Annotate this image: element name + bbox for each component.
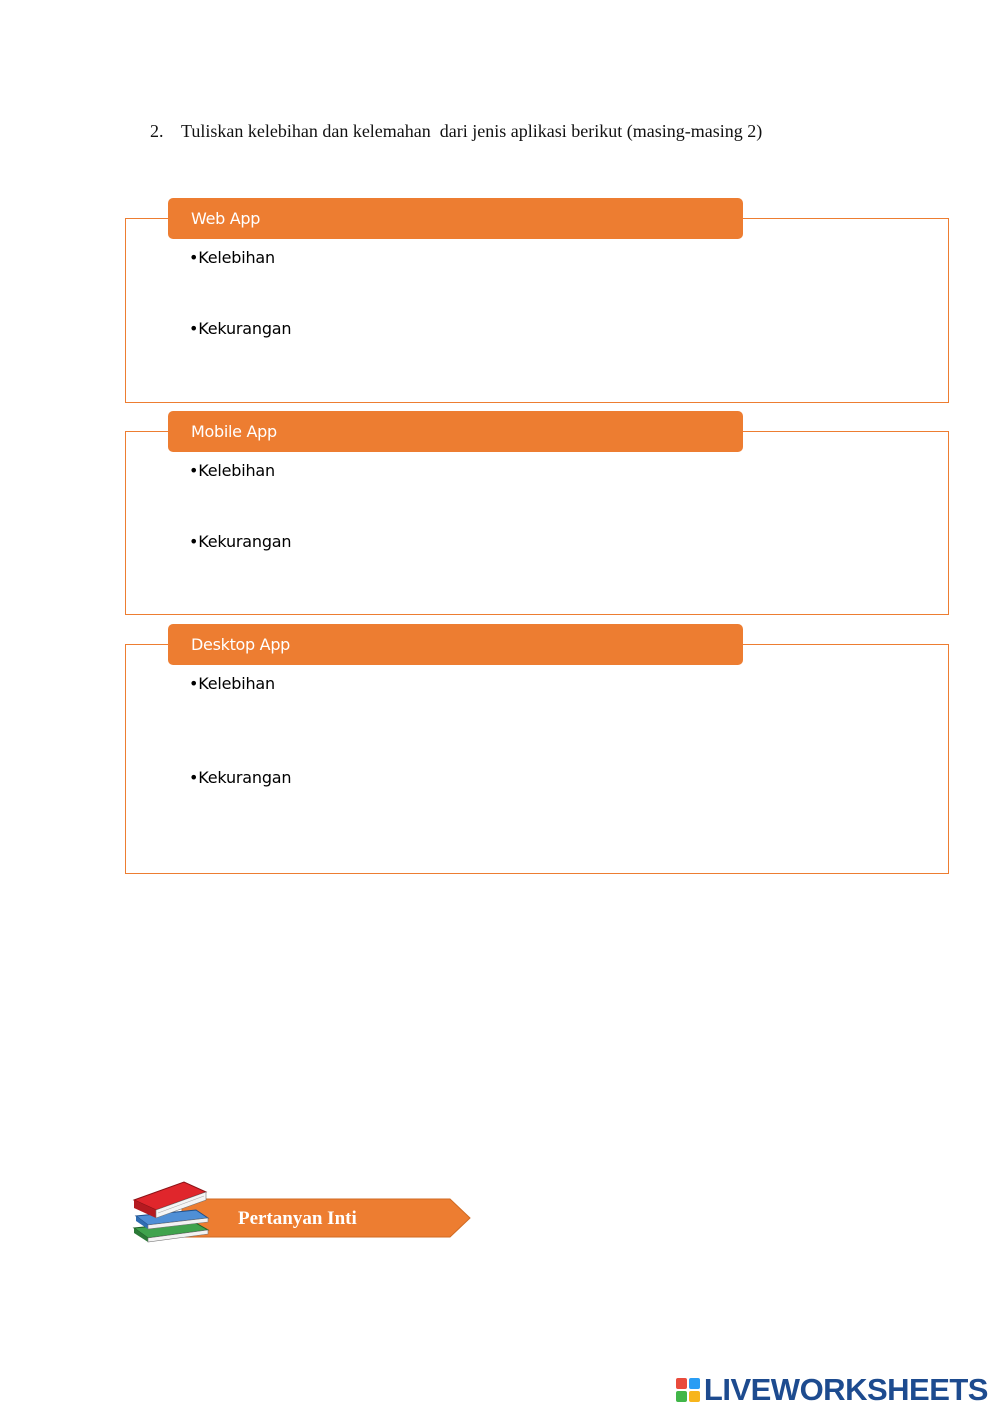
mobile-app-frame: [125, 431, 949, 615]
desktop-app-advantages-label: •Kelebihan: [189, 674, 275, 693]
mobile-app-tab: Mobile App: [168, 411, 743, 452]
web-app-tab: Web App: [168, 198, 743, 239]
question-2: [150, 121, 762, 142]
desktop-app-disadvantages-label: •Kekurangan: [189, 768, 292, 787]
web-app-disadvantages-label: •Kekurangan: [189, 319, 292, 338]
banner-label: Pertanyan Inti: [238, 1208, 357, 1229]
liveworksheets-logo-icon: [676, 1378, 700, 1402]
liveworksheets-brand: [676, 1373, 988, 1407]
books-icon: [130, 1178, 214, 1248]
question-number: 2.: [150, 121, 164, 141]
brand-text: LIVEWORKSHEETS: [703, 1372, 988, 1407]
web-app-advantages-label: •Kelebihan: [189, 248, 275, 267]
question-text: Tuliskan kelebihan dan kelemahan dari jenis aplikasi berikut (masing-masing 2): [181, 121, 763, 141]
web-app-frame: [125, 218, 949, 403]
mobile-app-disadvantages-label: •Kekurangan: [189, 532, 292, 551]
mobile-app-advantages-label: •Kelebihan: [189, 461, 275, 480]
pertanyan-inti-banner: [130, 1178, 475, 1248]
desktop-app-tab: Desktop App: [168, 624, 743, 665]
